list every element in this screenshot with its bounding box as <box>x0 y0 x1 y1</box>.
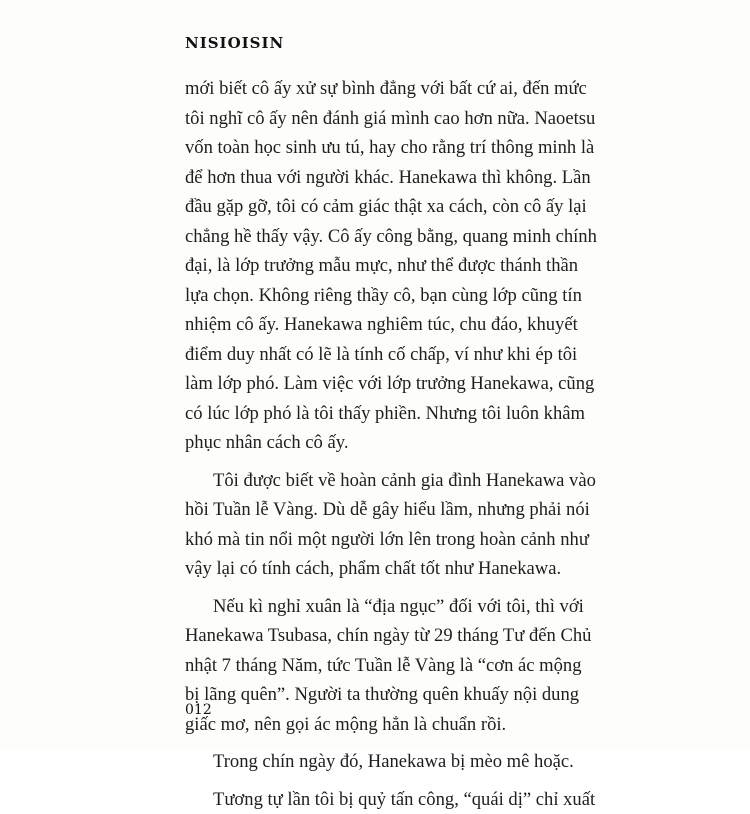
text-line: Tôi được biết về hoàn cảnh gia đình Hanekawa vào <box>185 466 575 496</box>
paragraph-1 <box>185 74 575 458</box>
paragraph-2 <box>185 466 575 584</box>
page-body <box>185 74 575 814</box>
text-line: để hơn thua với người khác. Hanekawa thì không. Lần <box>185 163 575 193</box>
text-line: khó mà tin nổi một người lớn lên trong hoàn cảnh như <box>185 525 575 555</box>
text-line: hồi Tuần lễ Vàng. Dù dễ gây hiểu lầm, nhưng phải nói <box>185 495 575 525</box>
text-line: Nếu kì nghỉ xuân là “địa ngục” đối với tôi, thì với <box>185 592 575 622</box>
paragraph-3 <box>185 592 575 740</box>
text-line: Trong chín ngày đó, Hanekawa bị mèo mê hoặc. <box>185 747 575 777</box>
text-line: tôi nghĩ cô ấy nên đánh giá mình cao hơn nữa. Naoetsu <box>185 104 575 134</box>
paragraph-5 <box>185 785 575 814</box>
text-line: vậy lại có tính cách, phẩm chất tốt như Hanekawa. <box>185 554 575 584</box>
text-line: có lúc lớp phó là tôi thấy phiền. Nhưng tôi luôn khâm <box>185 399 575 429</box>
text-line: Tương tự lần tôi bị quỷ tấn công, “quái dị” chỉ xuất <box>185 785 575 814</box>
text-line: đại, là lớp trưởng mẫu mực, như thể được thánh thần <box>185 251 575 281</box>
text-line: nhiệm cô ấy. Hanekawa nghiêm túc, chu đáo, khuyết <box>185 310 575 340</box>
text-line: lựa chọn. Không riêng thầy cô, bạn cùng lớp cũng tín <box>185 281 575 311</box>
text-line: điểm duy nhất có lẽ là tính cố chấp, ví như khi ép tôi <box>185 340 575 370</box>
text-line: Hanekawa Tsubasa, chín ngày từ 29 tháng Tư đến Chủ <box>185 621 575 651</box>
text-line: làm lớp phó. Làm việc với lớp trưởng Hanekawa, cũng <box>185 369 575 399</box>
text-line: phục nhân cách cô ấy. <box>185 428 575 458</box>
running-header-author: NISIOISIN <box>185 34 284 52</box>
paragraph-4 <box>185 747 575 777</box>
text-line: giấc mơ, nên gọi ác mộng hẳn là chuẩn rồi. <box>185 710 575 740</box>
text-line: chẳng hề thấy vậy. Cô ấy công bằng, quang minh chính <box>185 222 575 252</box>
text-line: vốn toàn học sinh ưu tú, hay cho rằng trí thông minh là <box>185 133 575 163</box>
text-line: đầu gặp gỡ, tôi có cảm giác thật xa cách, còn cô ấy lại <box>185 192 575 222</box>
text-line: nhật 7 tháng Năm, tức Tuần lễ Vàng là “cơn ác mộng <box>185 651 575 681</box>
text-line: mới biết cô ấy xử sự bình đẳng với bất cứ ai, đến mức <box>185 74 575 104</box>
page-number: 012 <box>185 702 212 718</box>
text-line: bị lãng quên”. Người ta thường quên khuấy nội dung <box>185 680 575 710</box>
